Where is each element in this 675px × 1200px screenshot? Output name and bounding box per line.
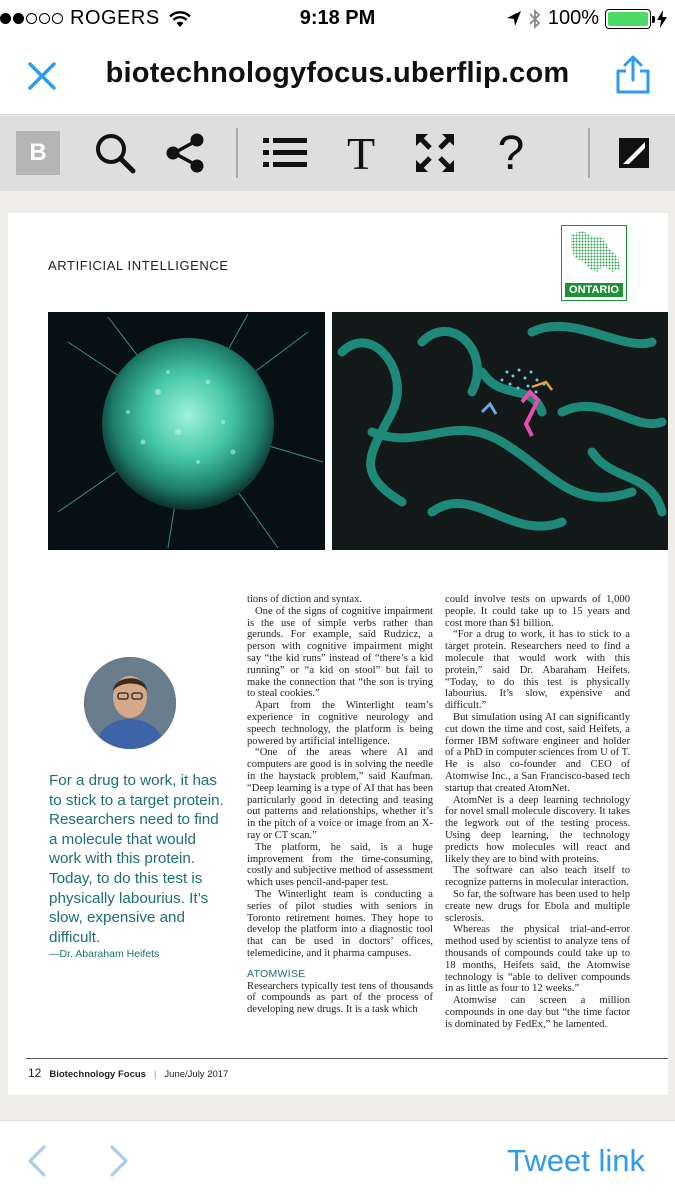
- paragraph: Researchers typically test tens of thousands of compounds as part of the process of developing new drugs. It is a task which: [247, 980, 433, 1016]
- paragraph: tions of diction and syntax.: [247, 594, 363, 605]
- pull-quote: For a drug to work, it has to stick to a target protein. Researchers need to find a molecule that would work with this protein. Today, to do this test is physically labourius. It’s slow, expensive and difficult.: [49, 772, 224, 946]
- status-right: [506, 7, 667, 30]
- footer-separator: |: [153, 1069, 157, 1080]
- protein-structure-image: [332, 312, 668, 550]
- paragraph: Whereas the physical trial-and-error method used by scientist to analyze tens of thousands of compounds could take up to 18 months, Heifets said, the Atomwise technology is “able to deliver compounds in as little as four to 12 weeks.”: [445, 924, 630, 995]
- brand-logo-letter: B: [16, 131, 60, 175]
- ontario-logo: [561, 225, 627, 301]
- page-url: biotechnologyfocus.uberflip.com: [105, 57, 570, 89]
- section-label: ARTIFICIAL INTELLIGENCE: [48, 258, 229, 273]
- paragraph: “One of the areas where AI and computers are good is in solving the needle in the haystack problem,” said Kaufman. “Deep learning is a type of AI that has been particularly good in detecting and teasing out patterns and relationships, whether it’s in the pitch of a voice or image from an X-ray or CT scan.”: [247, 747, 433, 841]
- paragraph: The Winterlight team is conducting a series of pilot studies with seniors in Toronto retirement homes. They hope to develop the platform into a diagnostic tool that can be used in doctors’ offices, telemedicine, and it pharma campuses.: [247, 888, 433, 959]
- status-bar: [0, 0, 675, 40]
- page-footer: [28, 1066, 228, 1080]
- page-number: 12: [28, 1066, 42, 1080]
- text-view-icon[interactable]: T: [346, 127, 376, 179]
- subheading: ATOMWISE: [247, 967, 306, 980]
- back-chevron-icon[interactable]: [24, 1143, 52, 1179]
- avatar: [84, 657, 176, 749]
- paragraph: The platform, he said, is a huge improvement from the time-consuming, costly and subjective method of assessment which uses pencil-and-paper test.: [247, 841, 433, 889]
- help-icon[interactable]: ?: [497, 126, 525, 180]
- battery-level: [608, 12, 648, 26]
- battery-icon: [605, 9, 651, 29]
- battery-percent: 100%: [547, 7, 599, 29]
- search-icon[interactable]: [92, 130, 138, 176]
- share-icon[interactable]: [613, 54, 653, 96]
- location-arrow-icon: [506, 10, 522, 28]
- issue-date: June/July 2017: [164, 1069, 229, 1080]
- list-icon: [263, 135, 307, 171]
- toolbar-divider: [588, 128, 590, 178]
- paragraph: AtomNet is a deep learning technology for novel small molecule discovery. It takes the legwork out of the testing process. Using deep learning, the technology predicts how molecules will react and likely they are to bind with proteins.: [445, 794, 630, 865]
- clock: 9:18 PM: [299, 7, 376, 29]
- share-nodes-icon: [164, 132, 206, 174]
- paragraph: The software can also teach itself to recognize patterns in molecular interaction.: [445, 865, 630, 889]
- paragraph: Atomwise can screen a million compounds in one day but “the time factor is dominated by FedEx,” he lamented.: [445, 995, 630, 1030]
- paragraph: Apart from the Winterlight team’s experience in cognitive neurology and speech technology, the platform is being powered by artificial intelligence.: [247, 700, 433, 747]
- paragraph: So far, the software has been used to help create new drugs for Ebola and multiple sclerosis.: [445, 888, 630, 924]
- search-icon-glyph: [93, 131, 137, 175]
- paragraph: “For a drug to work, it has to stick to a target protein. Researchers need to find a molecule that would work with this protein,” said Dr. Abaraham Heifets. “Today, to do this test is physically labourius. It’s slow, expensive and difficult.”: [445, 629, 630, 712]
- magazine-page: [8, 213, 668, 1095]
- cell-illustration: [48, 312, 325, 550]
- browser-nav-bar: [0, 40, 675, 115]
- branding-corner-icon[interactable]: [614, 130, 654, 176]
- ontario-map-icon: [563, 228, 625, 284]
- bluetooth-icon: [528, 8, 542, 30]
- article-column-middle: [247, 594, 433, 1016]
- share-icon[interactable]: [162, 130, 208, 176]
- browser-bottom-bar: [0, 1120, 675, 1200]
- paragraph: But simulation using AI can significantly cut down the time and cost, said Heifets, a former IBM software engineer and holder of a PhD in computer sciences from U of T. He is also co-founder and CEO of Atomwise Inc., a San Francisco-based tech startup that created AtomNet.: [445, 711, 630, 794]
- ontario-logo-text: ONTARIO: [565, 283, 623, 297]
- carrier-name: ROGERS: [70, 7, 160, 29]
- cancer-cell-image: [48, 312, 325, 550]
- expand-arrows-icon: [414, 132, 456, 174]
- toc-list-icon[interactable]: [262, 130, 308, 176]
- pull-quote-attribution: —Dr. Abaraham Heifets: [49, 948, 160, 960]
- forward-chevron-icon[interactable]: [104, 1143, 132, 1179]
- corner-fold-icon: [619, 138, 649, 168]
- footer-divider: [26, 1058, 668, 1059]
- toolbar-divider: [236, 128, 238, 178]
- reader-toolbar: [0, 116, 675, 191]
- magazine-name: Biotechnology Focus: [49, 1069, 146, 1080]
- article-column-right: [445, 594, 630, 1030]
- charging-bolt-icon: [657, 10, 667, 28]
- fullscreen-icon[interactable]: [412, 130, 458, 176]
- brand-logo[interactable]: [15, 130, 61, 176]
- paragraph: One of the signs of cognitive impairment is the use of simple verbs rather than gerunds. For example, said Rudzicz, a person with cognitive impairment might say “the kid runs” instead of “there’s a kid running” or “a kid on stool” but fail to make the connection that “the son is trying to steal cookies.”: [247, 605, 433, 700]
- tweet-link-button[interactable]: Tweet link: [507, 1143, 645, 1178]
- portrait-illustration: [84, 657, 176, 749]
- protein-ribbon-illustration: [332, 312, 668, 550]
- paragraph: could involve tests on upwards of 1,000 people. It could take up to 15 years and cost more than $1 billion.: [445, 594, 630, 629]
